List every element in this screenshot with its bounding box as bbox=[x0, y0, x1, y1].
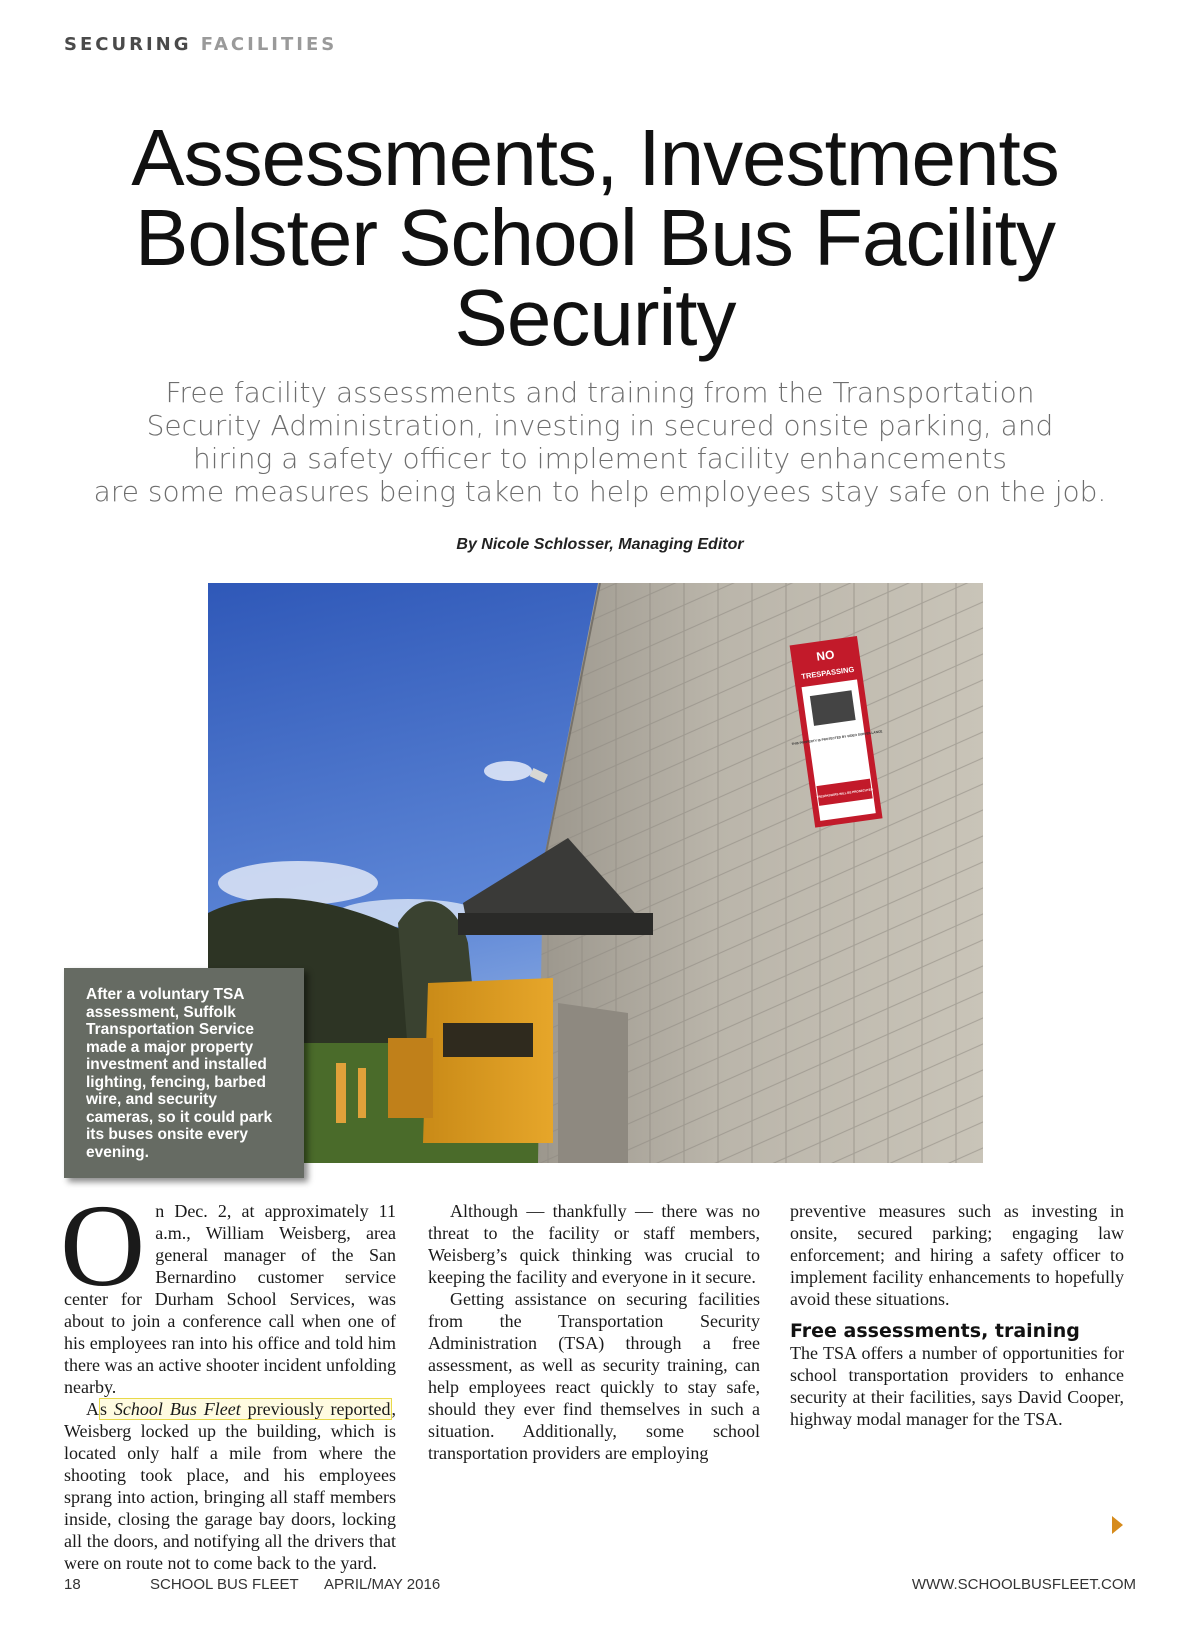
paragraph-text: n Dec. 2, at approximately 11 a.m., William Weisberg, area general manager of the San Bernardino customer service center for Durham School Services, was about to join a conference call when one of his employees ran into his office and told him there was an active shooter incident unfolding nearby. bbox=[64, 1201, 396, 1397]
continue-arrow-icon bbox=[1112, 1516, 1123, 1534]
body-paragraph-4: Getting assistance on securing facilities from the Transportation Security Administration (TSA) through a free assessment, as well as security training, can help employees react quickly to stay safe, should they ever find themselves in such a situation. Additionally, some school transportation providers are employing bbox=[428, 1289, 760, 1463]
body-column-1 bbox=[60, 1180, 396, 1574]
body-paragraph-1 bbox=[60, 1180, 396, 1398]
page-number: 18 bbox=[64, 1576, 81, 1593]
body-column-3 bbox=[790, 1200, 1124, 1430]
link-text: previously reported bbox=[240, 1399, 391, 1419]
link-text: s bbox=[100, 1399, 114, 1419]
dek-line: are some measures being taken to help employees stay safe on the job. bbox=[93, 475, 1107, 508]
sign-line2: TRESPASSING bbox=[800, 664, 855, 682]
body-paragraph-3: Although — thankfully — there was no threat to the facility or staff members, Weisberg’s quick thinking was crucial to keeping the facility and everyone in it secure. bbox=[428, 1201, 760, 1287]
section-tag bbox=[64, 34, 337, 55]
byline: By Nicole Schlosser, Managing Editor bbox=[456, 536, 744, 553]
body-column-2 bbox=[428, 1200, 760, 1464]
section-tag-light: FACILITIES bbox=[200, 34, 338, 55]
dek-line: Free facility assessments and training from the Transportation bbox=[165, 376, 1035, 409]
body-paragraph-5: The TSA offers a number of opportunities for school transportation providers to enhance security at their facilities, says David Cooper, highway modal manager for the TSA. bbox=[790, 1343, 1124, 1429]
article-title: Assessments, Investments Bolster School Bus Facility Security bbox=[131, 113, 1059, 362]
school-bus bbox=[423, 978, 553, 1143]
sign-line4: TRESPASSERS WILL BE PROSECUTED bbox=[816, 787, 874, 800]
website-url: WWW.SCHOOLBUSFLEET.COM bbox=[911, 1576, 1136, 1593]
cloud bbox=[484, 761, 532, 781]
dek-line: Security Administration, investing in secured onsite parking, and bbox=[146, 409, 1054, 442]
cloud bbox=[218, 861, 378, 905]
article-photo bbox=[208, 583, 983, 1163]
section-tag-dark: SECURING bbox=[64, 34, 192, 55]
article-dek bbox=[80, 376, 1120, 508]
subhead: Free assessments, training bbox=[790, 1320, 1080, 1342]
issue-date: APRIL/MAY 2016 bbox=[324, 1576, 441, 1593]
paragraph-text: , Weisberg locked up the building, which is located only half a mile from where the shooting took place, and his employees sprang into action, bringing all staff members inside, closing the garage bay doors, locking all the doors, and notifying all the drivers that were on route not to come back to the yard. bbox=[64, 1399, 396, 1573]
highlighted-link[interactable] bbox=[99, 1398, 392, 1420]
photo-caption: After a voluntary TSA assessment, Suffolk Transportation Service made a major property investment and installed lighting, fencing, barbed wire, and security cameras, so it could park its buses onsite every evening. bbox=[64, 968, 304, 1178]
magazine-name: School Bus Fleet bbox=[113, 1399, 241, 1419]
magazine-name-footer: SCHOOL BUS FLEET bbox=[150, 1576, 299, 1593]
body-paragraph-2 bbox=[64, 1398, 396, 1574]
body-paragraph-4-continued: preventive measures such as investing in onsite, secured parking; engaging law enforcement; and hiring a safety officer to implement facility enhancements to hopefully avoid these situations. bbox=[790, 1201, 1124, 1309]
paragraph-text: A bbox=[86, 1399, 99, 1419]
sign-line1: NO bbox=[815, 647, 836, 664]
dropcap: O bbox=[60, 1180, 146, 1311]
dek-line: hiring a safety officer to implement facility enhancements bbox=[192, 442, 1008, 475]
sign-line3: THIS PROPERTY IS PROTECTED BY VIDEO SURVEILLANCE bbox=[791, 729, 883, 747]
